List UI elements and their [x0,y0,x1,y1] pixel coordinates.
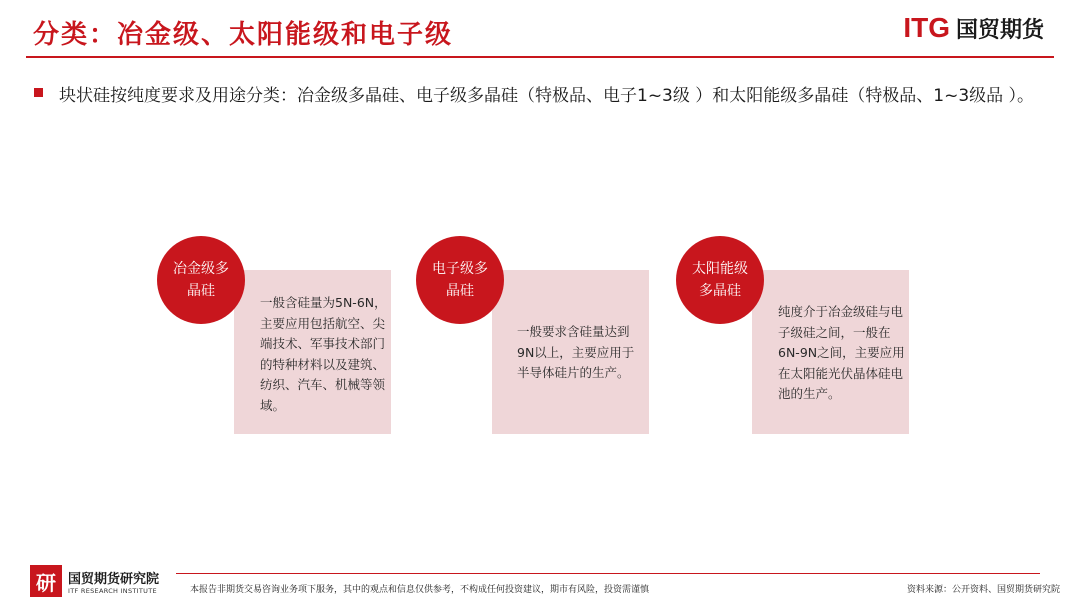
bullet-point [34,80,1044,112]
solar-description: 纯度介于冶金级硅与电子级硅之间，一般在6N-9N之间，主要应用在太阳能光伏晶体硅电池的生产。 [778,304,905,401]
electronic-description: 一般要求含硅量达到9N以上，主要应用于半导体硅片的生产。 [517,324,635,380]
bullet-text: 块状硅按纯度要求及用途分类：冶金级多晶硅、电子级多晶硅（特极品、电子1~3级 ）和太阳能级多晶硅（特极品、1~3级品 ）。 [59,86,1035,106]
source-text: 资料来源：公开资料、国贸期货研究院 [906,585,1060,595]
title-divider [26,56,1054,58]
brand-logo-cn: 国贸期货 [955,17,1044,43]
brand-logo [903,12,1044,44]
footer-divider [176,573,1040,574]
brand-logo-en: ITG [903,12,950,43]
metallurgical-label: 冶金级多晶硅 [157,236,245,324]
solar-label: 太阳能级多晶硅 [676,236,764,324]
institute-logo [30,565,159,597]
bullet-square-icon [34,88,43,97]
institute-badge-icon: 研 [30,565,62,597]
metallurgical-description: 一般含硅量为5N-6N，主要应用包括航空、尖端技术、军事技术部门的特种材料以及建筑、纺织、汽车、机械等领域。 [260,295,387,413]
disclaimer-text: 本报告非期货交易咨询业务项下服务，其中的观点和信息仅供参考，不构成任何投资建议，期市有风险，投资需谨慎 [190,585,650,595]
institute-name-cn: 国贸期货研究院 [68,571,160,587]
page-title: 分类：冶金级、太阳能级和电子级 [33,20,454,50]
electronic-label: 电子级多晶硅 [416,236,504,324]
institute-name-en: ITF RESEARCH INSTITUTE [68,586,157,595]
